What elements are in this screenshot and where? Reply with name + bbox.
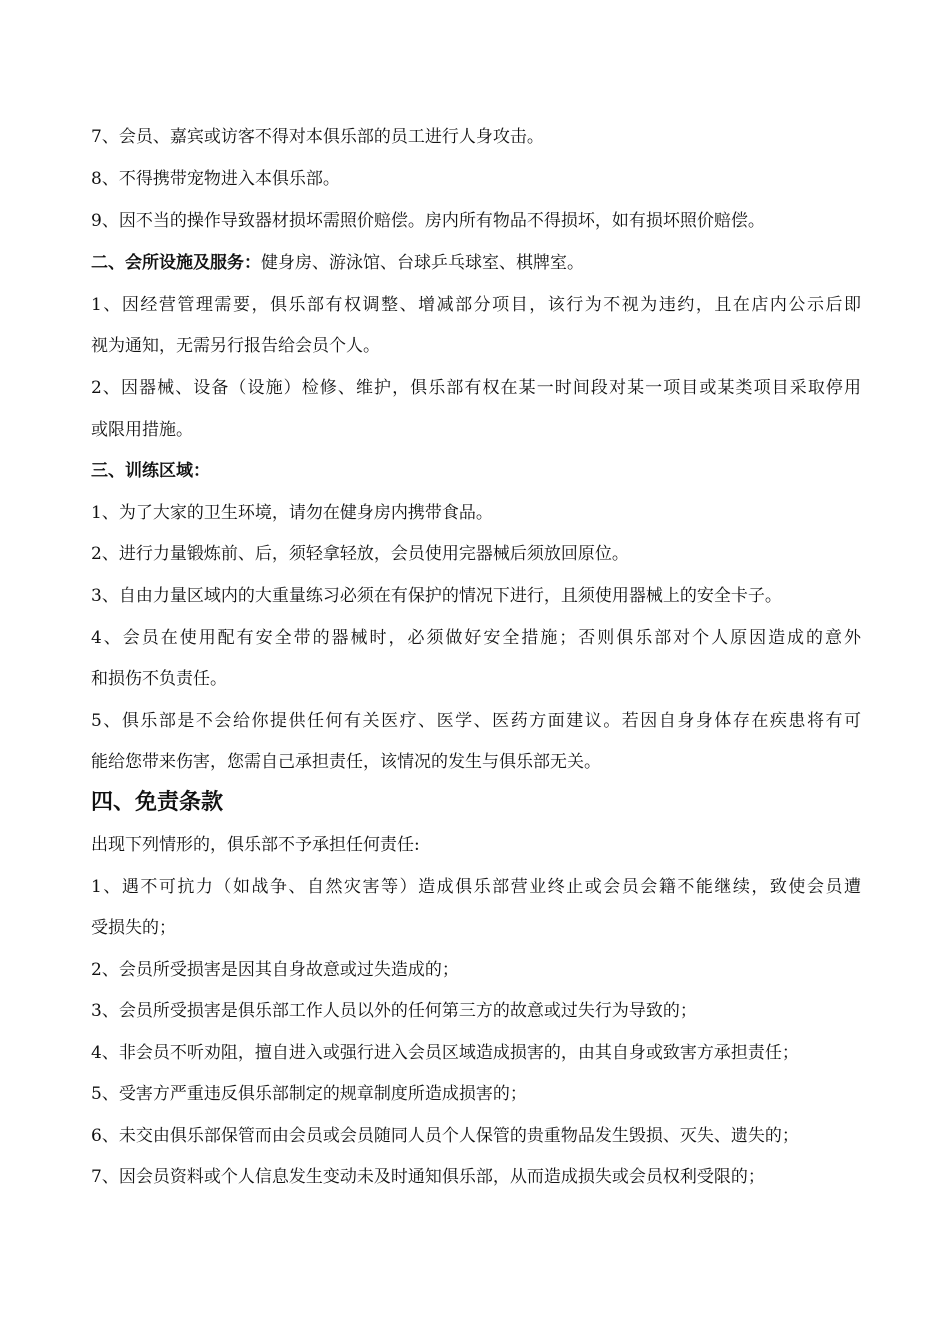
section-4-item-1-line-1: 1、遇不可抗力（如战争、自然灾害等）造成俱乐部营业终止或会员会籍不能继续，致使会员遭 [91,877,861,897]
section-2-item-2-line-2: 或限用措施。 [91,420,193,440]
rule-item-9: 9、因不当的操作导致器材损坏需照价赔偿。房内所有物品不得损坏，如有损坏照价赔偿。 [91,211,765,231]
rule-item-7: 7、会员、嘉宾或访客不得对本俱乐部的员工进行人身攻击。 [91,127,544,147]
section-3-item-2: 2、进行力量锻炼前、后，须轻拿轻放，会员使用完器械后须放回原位。 [91,544,629,564]
section-3-item-5-line-1: 5、俱乐部是不会给你提供任何有关医疗、医学、医药方面建议。若因自身身体存在疾患将有可 [91,711,861,731]
section-4-item-5: 5、受害方严重违反俱乐部制定的规章制度所造成损害的； [91,1084,527,1104]
section-4-heading: 四、免责条款 [91,790,224,815]
section-4-item-2: 2、会员所受损害是因其自身故意或过失造成的； [91,960,459,980]
section-2-heading-line [91,253,584,273]
section-3-item-4-line-1: 4、会员在使用配有安全带的器械时，必须做好安全措施；否则俱乐部对个人原因造成的意外 [91,628,861,648]
section-4-item-3: 3、会员所受损害是俱乐部工作人员以外的任何第三方的故意或过失行为导致的； [91,1001,697,1021]
section-4-item-7: 7、因会员资料或个人信息发生变动未及时通知俱乐部，从而造成损失或会员权利受限的； [91,1167,765,1187]
section-3-item-5-line-2: 能给您带来伤害，您需自己承担责任，该情况的发生与俱乐部无关。 [91,752,601,772]
section-4-item-6: 6、未交由俱乐部保管而由会员或会员随同人员个人保管的贵重物品发生毁损、灭失、遗失的； [91,1126,799,1146]
section-2-item-1-line-1: 1、因经营管理需要，俱乐部有权调整、增减部分项目，该行为不视为违约，且在店内公示后即 [91,295,861,315]
section-3-heading: 三、训练区域： [91,461,210,481]
rule-item-8: 8、不得携带宠物进入本俱乐部。 [91,169,340,189]
section-2-item-1-line-2: 视为通知，无需另行报告给会员个人。 [91,336,380,356]
section-2-item-2-line-1: 2、因器械、设备（设施）检修、维护，俱乐部有权在某一时间段对某一项目或某类项目采取停用 [91,378,861,398]
section-2-heading: 二、会所设施及服务： [91,253,261,273]
section-2-facilities: 健身房、游泳馆、台球乒乓球室、棋牌室。 [261,253,584,273]
section-3-item-3: 3、自由力量区域内的大重量练习必须在有保护的情况下进行，且须使用器械上的安全卡子。 [91,586,782,606]
section-3-item-4-line-2: 和损伤不负责任。 [91,669,227,689]
section-4-item-1-line-2: 受损失的； [91,918,176,938]
section-4-intro: 出现下列情形的，俱乐部不予承担任何责任: [91,835,420,855]
section-4-item-4: 4、非会员不听劝阻，擅自进入或强行进入会员区域造成损害的，由其自身或致害方承担责任； [91,1043,799,1063]
section-3-item-1: 1、为了大家的卫生环境，请勿在健身房内携带食品。 [91,503,493,523]
